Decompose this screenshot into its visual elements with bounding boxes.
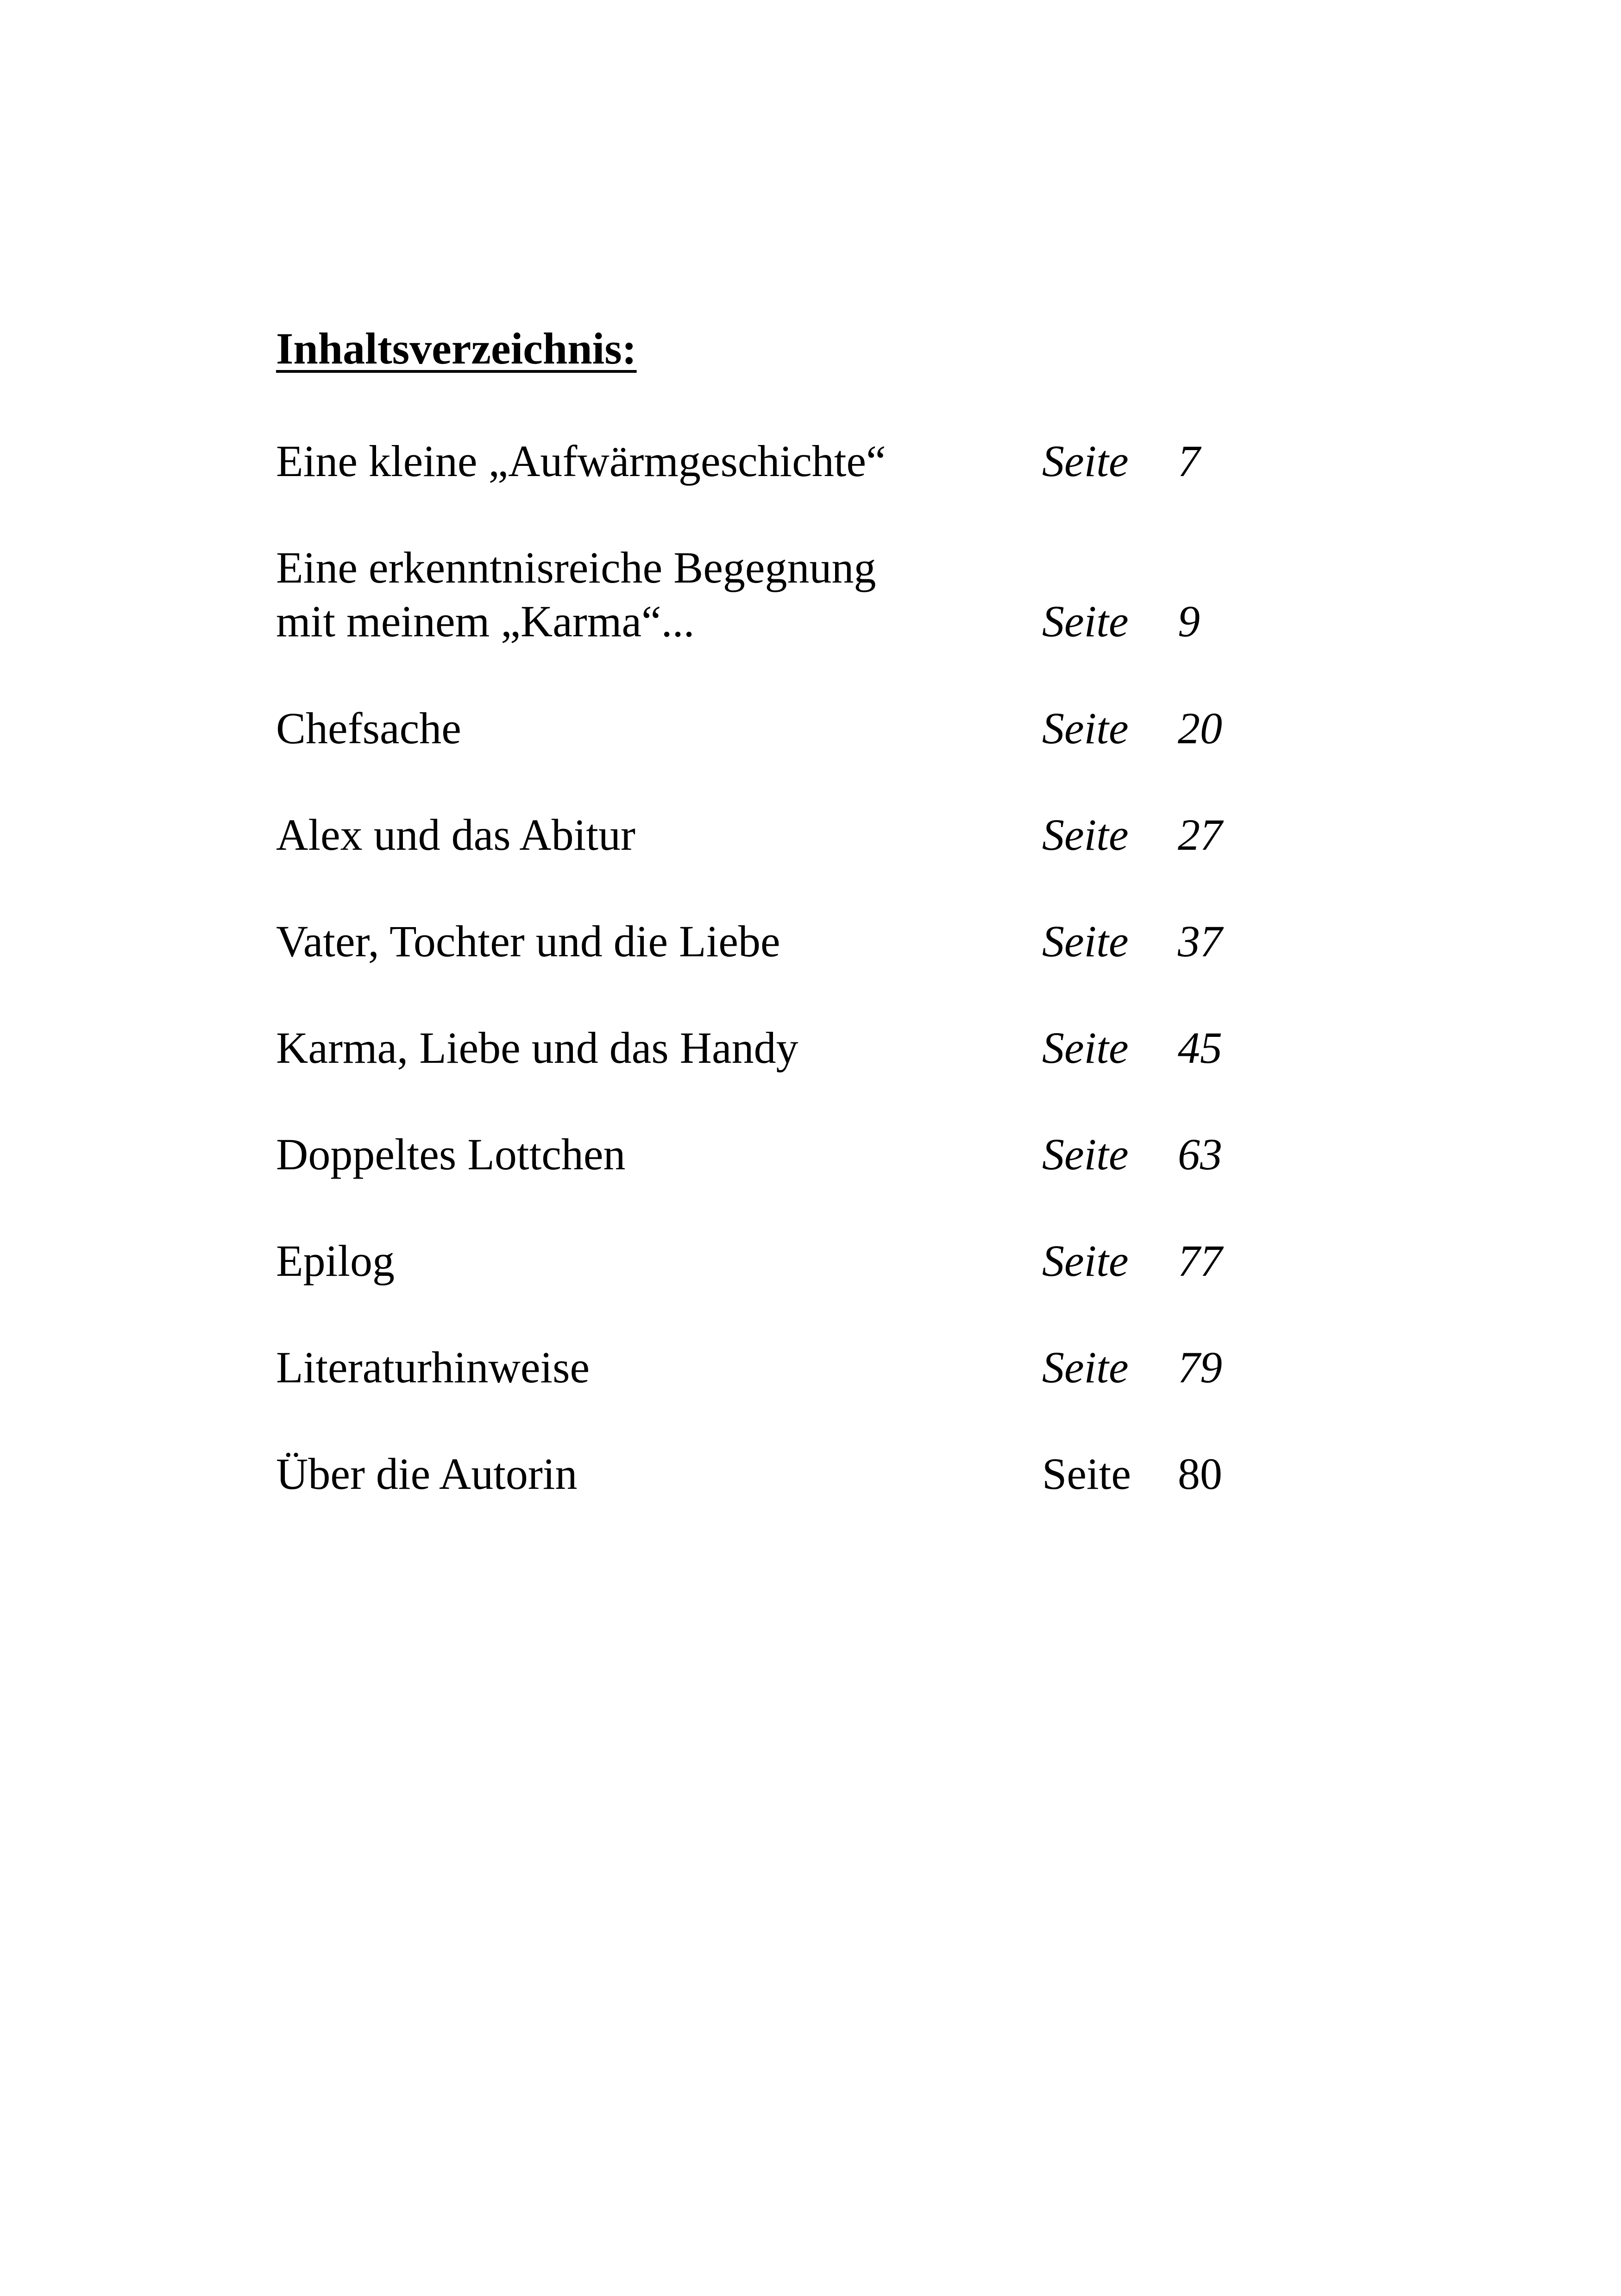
toc-entry-page-number: 20 bbox=[1178, 703, 1222, 753]
toc-entry-title bbox=[276, 1341, 590, 1394]
toc-entry-seite-label: Seite bbox=[1042, 703, 1129, 753]
toc-entry-seite-label: Seite bbox=[1042, 810, 1129, 859]
toc-entry-title bbox=[276, 1021, 798, 1075]
toc-entry-title-line: Eine kleine „Aufwärmgeschichte“ bbox=[276, 436, 886, 486]
toc-entry-title bbox=[276, 702, 461, 755]
toc-entry-page-number: 9 bbox=[1178, 596, 1200, 646]
toc-entry-page-number: 63 bbox=[1178, 1129, 1222, 1179]
toc-entry-title-line: mit meinem „Karma“... bbox=[276, 596, 695, 646]
toc-entry-seite-label: Seite bbox=[1042, 1449, 1131, 1499]
toc-entry-seite-label: Seite bbox=[1042, 1342, 1129, 1392]
toc-entry-page-number: 77 bbox=[1178, 1236, 1222, 1286]
toc-entry-title-line: Alex und das Abitur bbox=[276, 810, 635, 859]
toc-entry-page-number: 37 bbox=[1178, 916, 1222, 966]
toc-entry-title bbox=[276, 915, 780, 968]
toc-entry-title bbox=[276, 541, 876, 648]
toc-entry-title-line: Literaturhinweise bbox=[276, 1342, 590, 1392]
toc-entry-page-number: 45 bbox=[1178, 1023, 1222, 1073]
toc-entry-page-number: 79 bbox=[1178, 1342, 1222, 1392]
toc-entry-title bbox=[276, 1234, 395, 1288]
toc-entry-page-number: 7 bbox=[1178, 436, 1200, 486]
toc-entry-seite-label: Seite bbox=[1042, 1129, 1129, 1179]
toc-entry-title-line: Epilog bbox=[276, 1236, 395, 1286]
toc-entry-title-line: Doppeltes Lottchen bbox=[276, 1129, 626, 1179]
toc-entry-title bbox=[276, 1128, 625, 1181]
toc-entry-title-line: Chefsache bbox=[276, 703, 461, 753]
toc-heading: Inhaltsverzeichnis: bbox=[276, 324, 637, 373]
toc-entry-title-line: Über die Autorin bbox=[276, 1449, 578, 1499]
toc-entry-seite-label: Seite bbox=[1042, 1023, 1129, 1073]
toc-entry-page-number: 27 bbox=[1178, 810, 1222, 859]
toc-entry-title bbox=[276, 434, 886, 488]
toc-entry-title bbox=[276, 808, 635, 862]
toc-entry-title bbox=[276, 1447, 578, 1501]
toc-entry-title-line: Karma, Liebe und das Handy bbox=[276, 1023, 798, 1073]
toc-entry-seite-label: Seite bbox=[1042, 916, 1129, 966]
toc-entry-seite-label: Seite bbox=[1042, 436, 1129, 486]
toc-entry-title-line: Eine erkenntnisreiche Begegnung bbox=[276, 543, 876, 592]
toc-entry-title-line: Vater, Tochter und die Liebe bbox=[276, 916, 780, 966]
toc-entry-page-number: 80 bbox=[1178, 1449, 1222, 1499]
toc-entry-seite-label: Seite bbox=[1042, 596, 1129, 646]
toc-entry-seite-label: Seite bbox=[1042, 1236, 1129, 1286]
